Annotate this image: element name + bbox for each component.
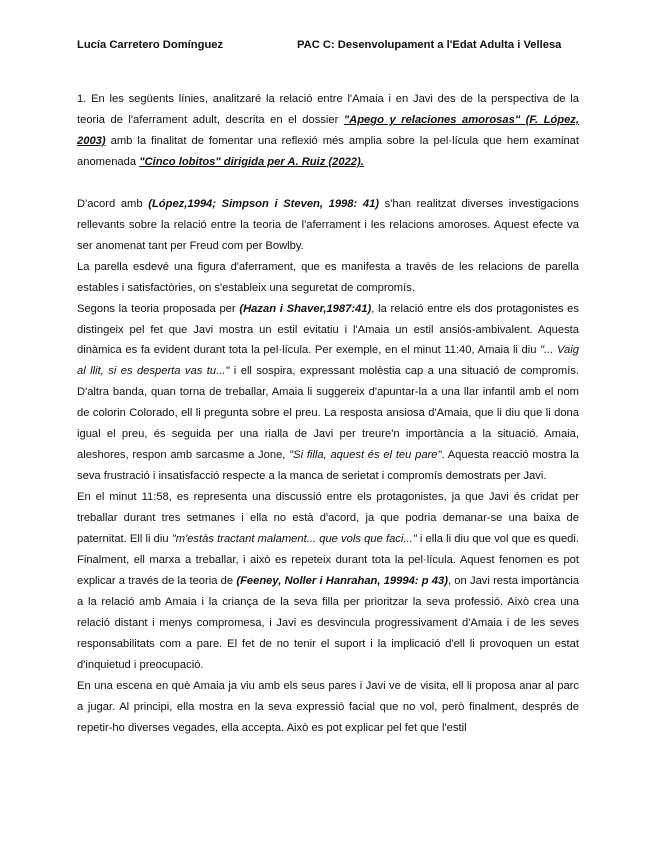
author-name: Lucía Carretero Domínguez <box>77 39 224 51</box>
paragraph-research <box>77 194 579 257</box>
document-body <box>77 89 579 739</box>
paragraph-gap <box>77 173 579 194</box>
citation-film: "Cinco lobitos" dirigida per A. Ruiz (2022). <box>139 155 364 168</box>
text-run: Segons la teoria proposada per <box>77 302 240 315</box>
text-run: , la relació entre els dos protagonistes es distingeix pel fet que Javi mostra un estil evitatiu i l'Amaia un estil ansiós-ambivalent. Aquesta dinàmica es fa evident durant tota la pel·lícula. Per exemple, en el minut 11:40, Amaia li diu <box>77 302 579 357</box>
text-run: i ell sospira, expressant molèstia cap a una situació de compromís. D'altra banda, quan torna de treballar, Amaia li suggereix d'apuntar-la a una llar infantil amb el nom de colorin Colorado, ell li pregunta sobre el preu. La resposta ansiosa d'Amaia, que li diu que li dona igual el preu, és seguida per una rialla de Javi per treure'n importància a la situació. Amaia, aleshores, respon amb sarcasme a Jone, <box>77 365 579 462</box>
text-run: En el minut 11:58, es representa una discussió entre els protagonistes, ja que Javi és cridat per treballar durant tres setmanes i ella no està d'acord, ja que podria demanar-se una baixa de paternitat. Ell li diu <box>77 491 579 546</box>
course-title: PAC C: Desenvolupament a l'Edat Adulta i Vellesa <box>297 39 562 51</box>
text-run: s'han realitzat diverses investigacions rellevants sobre la relació entre la teoria de l'aferrament i les relacions amoroses. Aquest efecte va ser anomenat tant per Freud com per Bowlby. <box>77 197 579 252</box>
paragraph-hazan-shaver <box>77 299 579 488</box>
quote-treatment: "m'estàs tractant malament... que vols que faci..." <box>171 533 417 546</box>
paragraph-discussion <box>77 487 579 676</box>
quote-sarcasm: "Si filla, aquest és el teu pare" <box>289 449 442 462</box>
text-run: , on Javi resta importància a la relació amb Amaia i la criança de la seva filla per prioritzar la seva professió. Això crea una relació distant i menys compromesa, i Javi es desvincula progressivament d'Amaia i de les seves responsabilitats com a pare. El fet de no tenir el suport i la implicació d'ell li provoquen un estat d'inquietud i preocupació. <box>77 574 579 671</box>
citation-dossier: "Apego y relaciones amorosas" (F. López, 2003) <box>77 113 579 147</box>
paragraph-park-scene <box>77 676 579 739</box>
text-run: D'acord amb <box>77 197 149 210</box>
text-run: i ella li diu que vol que es quedi. Finalment, ell marxa a treballar, i això es repeteix durant tota la pel·lícula. Aquest fenomen es pot explicar a través de la teoria de <box>77 533 579 587</box>
text-run: 1. En les següents línies, analitzaré la relació entre l'Amaia i en Javi des de la perspectiva de la teoria de l'aferrament adult, descrita en el dossier <box>77 93 579 126</box>
text-run: amb la finalitat de fomentar una reflexió més amplia sobre la pel·lícula que hem examinat anomenada <box>77 134 579 168</box>
paragraph-intro <box>77 89 579 173</box>
citation-feeney: (Feeney, Noller i Hanrahan, 19994: p 43) <box>236 574 448 587</box>
text-run: . Aquesta reacció mostra la seva frustració i insatisfacció respecte a la manca de serietat i compromís demostrats per Javi. <box>77 449 579 483</box>
paragraph-attachment-figure <box>77 257 579 299</box>
text-run: En una escena en què Amaia ja viu amb els seus pares i Javi ve de visita, ell li proposa anar al parc a jugar. Al principi, ella mostra en la seva expressió facial que no vol, però finalment, després de repetir-ho diverses vegades, ella accepta. Això es pot explicar pel fet que l'estil <box>77 679 579 734</box>
text-run: La parella esdevé una figura d'aferrament, que es manifesta a través de les relacions de parella estables i satisfactòries, on s'estableix una seguretat de compromís. <box>77 260 579 294</box>
citation-lopez-simpson: (López,1994; Simpson i Steven, 1998: 41) <box>148 197 380 210</box>
citation-hazan-shaver: (Hazan i Shaver,1987:41) <box>239 302 372 315</box>
quote-bedtime: "... Vaig al llit, si es desperta vas tu..." <box>77 344 579 378</box>
